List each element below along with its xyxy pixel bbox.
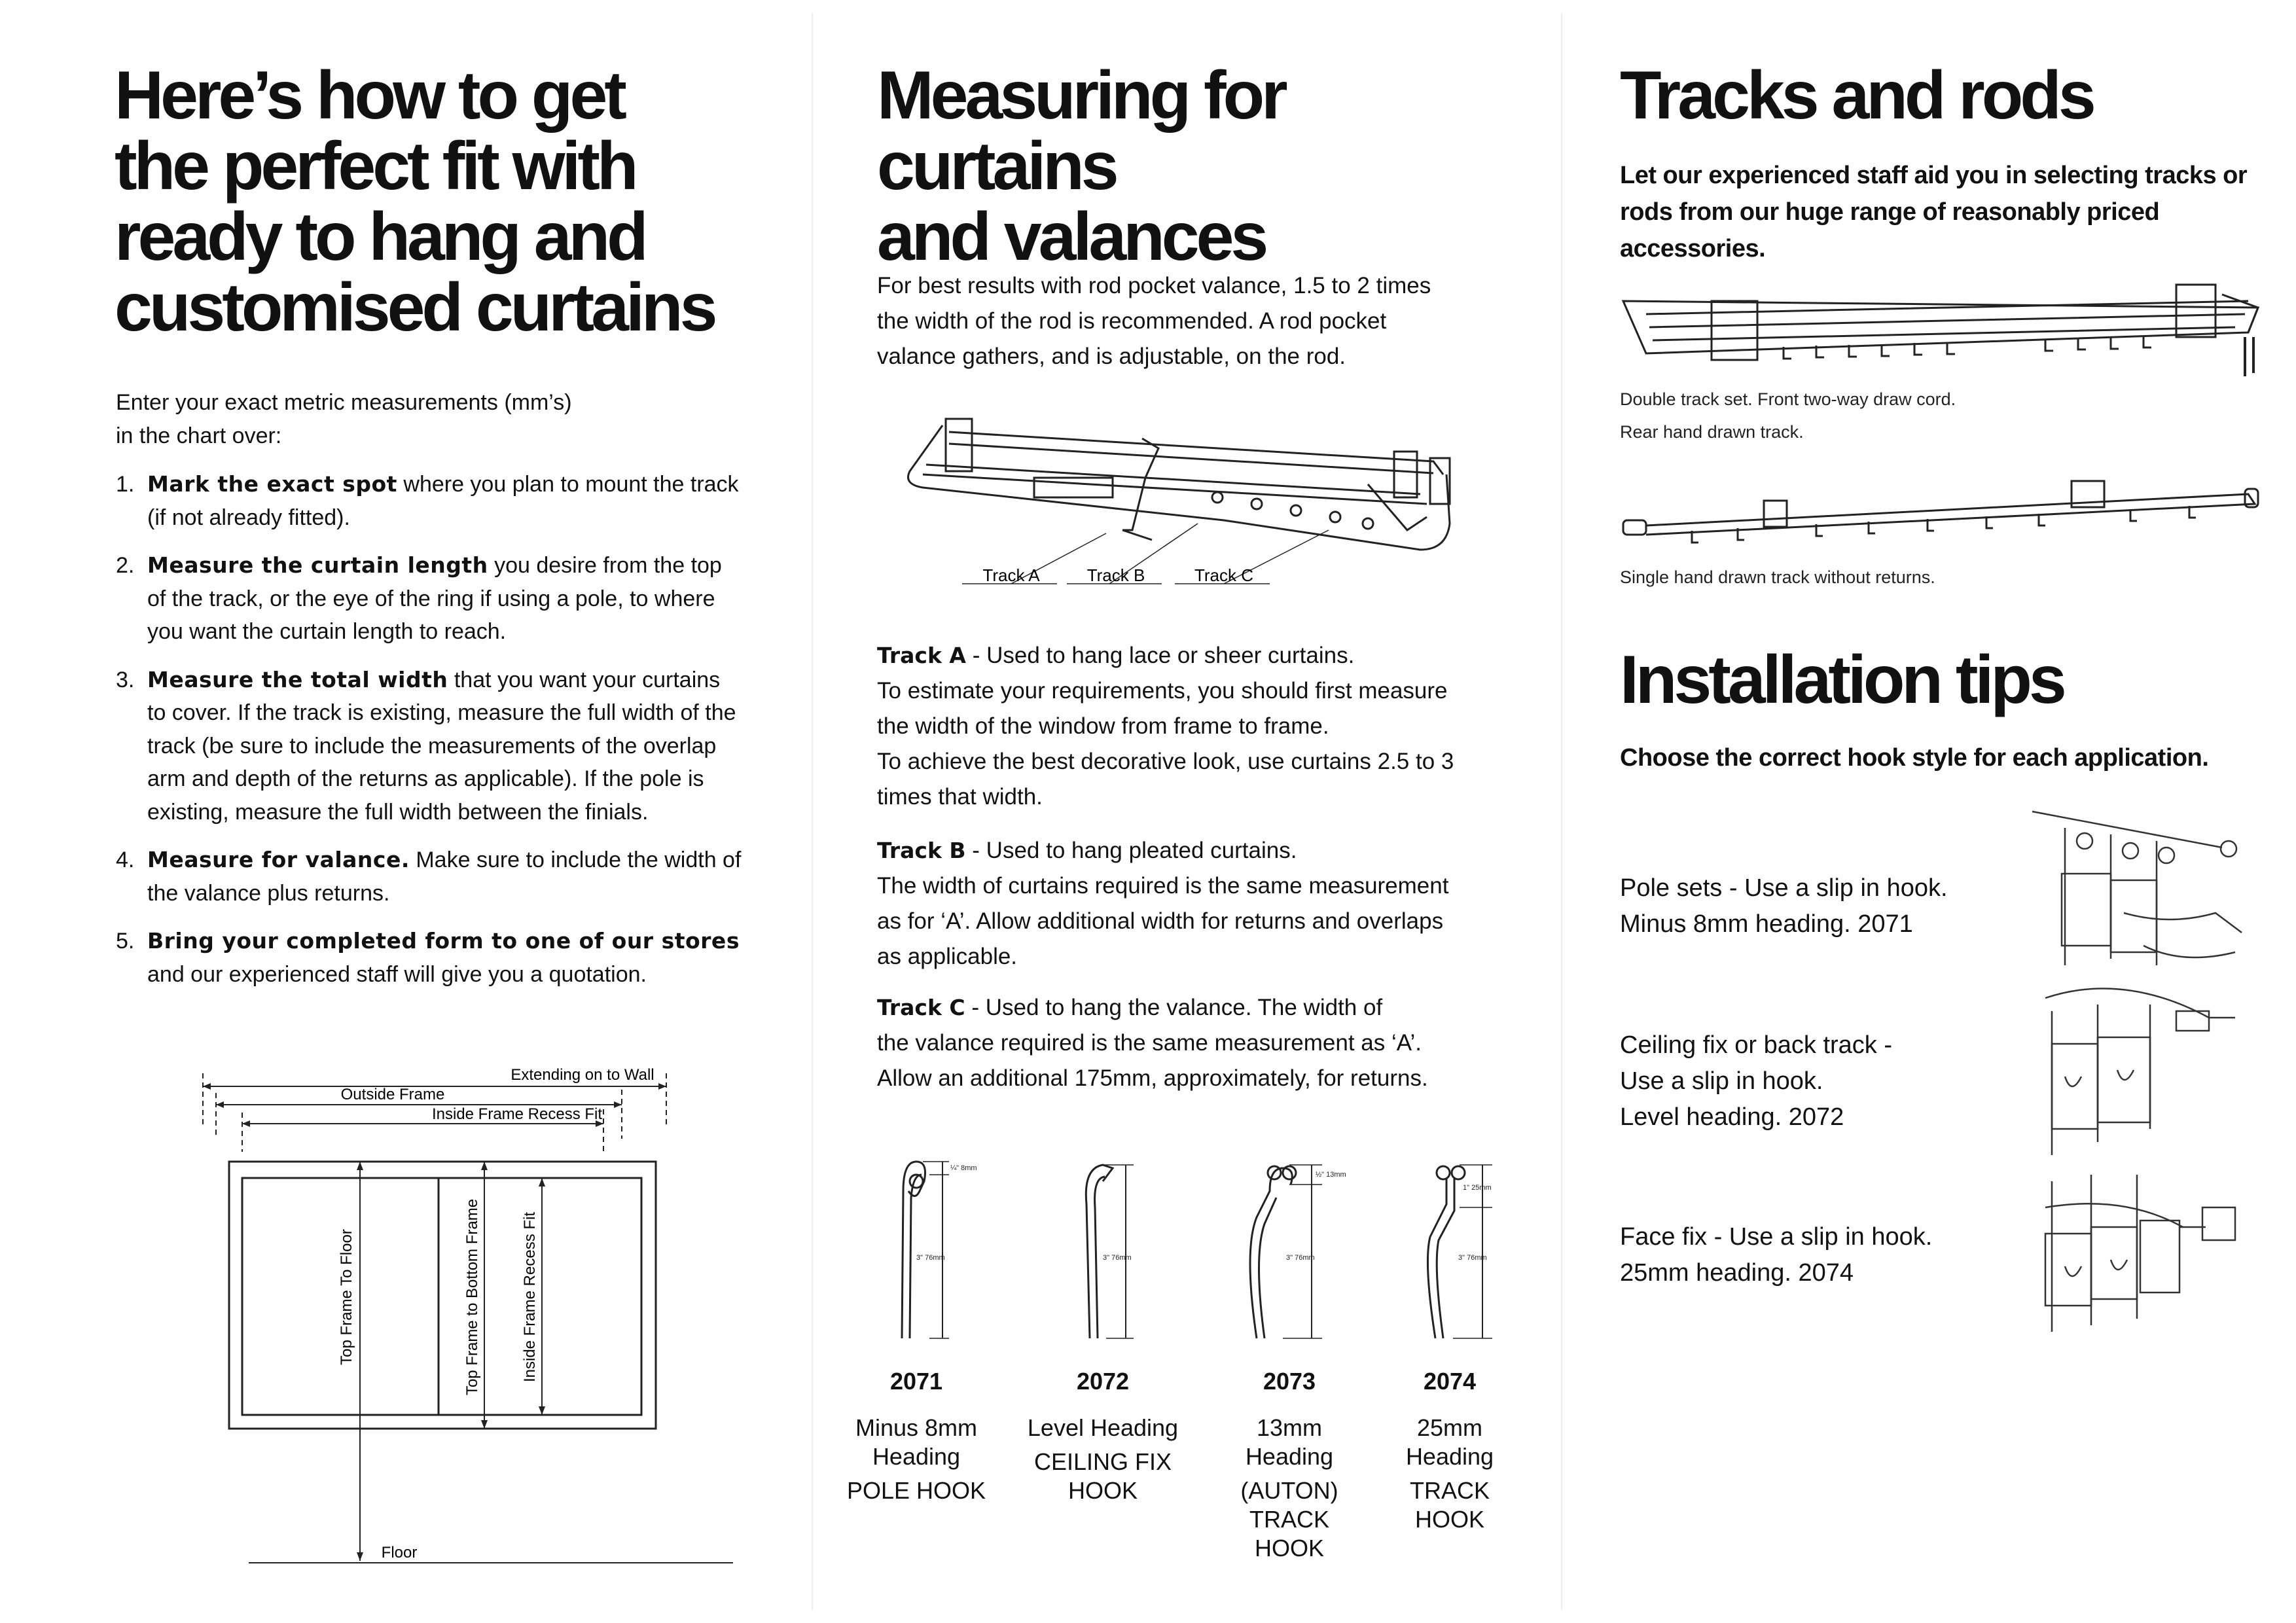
tip-line: Face fix - Use a slip in hook.: [1620, 1223, 1933, 1251]
hook-label-line: 13mm: [1256, 1414, 1323, 1441]
label-track-c: Track C: [1194, 565, 1254, 585]
tip-line: Level heading. 2072: [1620, 1103, 1844, 1131]
hook-label-line: Heading: [1405, 1443, 1494, 1470]
tip-face-fix: [1620, 1219, 1932, 1291]
hook-number-2071: 2071: [889, 1368, 943, 1395]
face-fix-sketch: [2045, 1175, 2235, 1332]
label-extending-wall: Extending on to Wall: [511, 1066, 655, 1084]
steps-list: [116, 468, 744, 1006]
hook-label-line: HOOK: [1067, 1477, 1138, 1504]
label-inside-recess: Inside Frame Recess Fit: [521, 1211, 539, 1383]
step-item: [116, 664, 744, 829]
step-number: 5.: [116, 929, 135, 954]
hook-label-line: TRACK: [1249, 1506, 1329, 1533]
dim-2071-top: ¼" 8mm: [950, 1164, 977, 1172]
label-top-to-bottom: Top Frame to Bottom Frame: [463, 1198, 481, 1396]
label-floor: Floor: [381, 1544, 418, 1561]
step-text: you desire from the top of the track, or the eye of the ring if using a pole, to where you want the curtain length to reach.: [147, 553, 722, 644]
track-c-description: [877, 990, 1532, 1096]
hook-label-line: HOOK: [1254, 1535, 1324, 1561]
section-title: [877, 58, 1532, 275]
dim-2071: 3" 76mm: [916, 1254, 945, 1262]
step-number: 3.: [116, 667, 135, 692]
hook-label-2071: [828, 1414, 1005, 1505]
ceiling-fix-sketch: [2045, 988, 2235, 1155]
hook-label-2074: [1361, 1414, 1538, 1534]
step-number: 1.: [116, 472, 135, 497]
step-number: 2.: [116, 553, 135, 578]
pole-set-sketch: [2032, 812, 2242, 965]
hook-number-2072: 2072: [1076, 1368, 1130, 1395]
step-item: [116, 468, 744, 534]
track-line: - Used to hang pleated curtains.: [965, 838, 1297, 863]
step-bold: Measure the curtain length: [147, 552, 488, 578]
step-text: and our experienced staff will give you a quotation.: [147, 961, 647, 987]
installation-title: Installation tips: [1620, 642, 2064, 718]
single-track-caption: Single hand drawn track without returns.: [1620, 567, 1935, 587]
intro-line: For best results with rod pocket valance, 1.5 to 2 times: [877, 273, 1431, 298]
window-outer-frame: [229, 1162, 656, 1429]
column-measuring: [846, 0, 1532, 1623]
dim-2073: 3" 76mm: [1286, 1254, 1315, 1262]
hook-2073-drawing: [1250, 1165, 1322, 1338]
step-item: [116, 925, 744, 991]
tip-line: Pole sets - Use a slip in hook.: [1620, 874, 1948, 902]
hook-label-line: HOOK: [1414, 1506, 1484, 1533]
step-bold: Bring your completed form to one of our stores: [147, 928, 740, 954]
hook-label-line: CEILING FIX: [1033, 1448, 1172, 1475]
step-bold: Measure for valance.: [147, 847, 410, 872]
track-line: Allow an additional 175mm, approximately, for returns.: [877, 1065, 1428, 1091]
track-b-title: Track B: [877, 838, 966, 863]
intro-line: in the chart over:: [116, 423, 282, 448]
step-item: [116, 549, 744, 649]
intro-line: rods from our huge range of reasonably priced: [1620, 198, 2160, 226]
title-line: Measuring for curtains: [877, 58, 1285, 204]
label-track-a: Track A: [982, 565, 1040, 585]
step-bold: Measure the total width: [147, 666, 448, 692]
hook-2071-drawing: [902, 1162, 949, 1338]
dim-2074-top: 1" 25mm: [1463, 1184, 1492, 1192]
label-inside-frame: Inside Frame Recess Fit: [431, 1105, 603, 1123]
section-title: Tracks and rods: [1620, 58, 2093, 134]
tip-pole-sets: [1620, 870, 1948, 942]
hook-label-line: Level Heading: [1027, 1414, 1179, 1441]
track-set-illustration: [884, 412, 1473, 596]
track-line: - Used to hang lace or sheer curtains.: [965, 643, 1355, 668]
title-line: Here’s how to get: [115, 58, 624, 134]
title-line: and valances: [877, 199, 1266, 275]
column-fitting-guide: [111, 0, 766, 1623]
hook-label-line: Heading: [1245, 1443, 1334, 1470]
tip-line: Use a slip in hook.: [1620, 1067, 1823, 1095]
tip-line: Minus 8mm heading. 2071: [1620, 910, 1913, 938]
hook-label-2073: [1201, 1414, 1378, 1563]
label-top-to-floor: Top Frame To Floor: [338, 1229, 355, 1365]
hook-2072-drawing: [1086, 1165, 1134, 1338]
hook-label-line: Minus 8mm: [855, 1414, 978, 1441]
hook-label-2072: [1014, 1414, 1191, 1505]
track-a-title: Track A: [877, 643, 966, 668]
fold-line: [1561, 13, 1562, 1610]
step-bold: Mark the exact spot: [147, 471, 397, 497]
track-line: times that width.: [877, 784, 1043, 810]
intro-text: [116, 386, 572, 453]
intro-line: the width of the rod is recommended. A rod pocket: [877, 308, 1387, 334]
track-line: as applicable.: [877, 944, 1018, 969]
tracks-intro: [1620, 157, 2274, 267]
installation-sketches: [2026, 802, 2274, 1364]
tip-line: Ceiling fix or back track -: [1620, 1031, 1893, 1059]
track-line: The width of curtains required is the same measurement: [877, 873, 1449, 899]
double-track-caption: [1620, 383, 1956, 448]
dim-2072: 3" 76mm: [1103, 1254, 1132, 1262]
hook-number-2074: 2074: [1423, 1368, 1477, 1395]
rod-pocket-intro: [877, 268, 1431, 374]
track-a-description: [877, 638, 1532, 815]
intro-line: Enter your exact metric measurements (mm’s): [116, 390, 572, 415]
page-title: [115, 58, 715, 346]
single-track-illustration: [1620, 474, 2274, 546]
track-line: as for ‘A’. Allow additional width for returns and overlaps: [877, 908, 1444, 934]
title-line: the perfect fit with: [115, 128, 636, 204]
caption-line: Double track set. Front two-way draw cord.: [1620, 389, 1956, 409]
step-number: 4.: [116, 847, 135, 872]
double-track-illustration: [1620, 275, 2274, 380]
track-line: - Used to hang the valance. The width of: [965, 995, 1383, 1020]
track-line: To achieve the best decorative look, use curtains 2.5 to 3: [877, 749, 1454, 774]
label-track-b: Track B: [1086, 565, 1145, 585]
hook-label-line: (AUTON): [1240, 1477, 1338, 1504]
track-line: the width of the window from frame to frame.: [877, 713, 1329, 739]
hook-label-line: Heading: [872, 1443, 961, 1470]
label-outside-frame: Outside Frame: [340, 1086, 445, 1103]
track-b-description: [877, 833, 1532, 974]
hook-drawings: [877, 1152, 1532, 1361]
step-text: where you plan to mount the track (if not already fitted).: [147, 472, 739, 530]
step-text: Make sure to include the width of the valance plus returns.: [147, 847, 742, 906]
window-measurement-diagram: [196, 1060, 785, 1571]
intro-line: valance gathers, and is adjustable, on the rod.: [877, 344, 1346, 369]
hook-label-line: 25mm: [1416, 1414, 1483, 1441]
step-item: [116, 844, 744, 910]
step-text: that you want your curtains to cover. If the track is existing, measure the full width of the track (be sure to include the measurements of the overlap arm and depth of the returns as applicable). If the pole is existing, measure the full width between the finials.: [147, 667, 736, 825]
dim-2074: 3" 76mm: [1458, 1254, 1487, 1262]
hook-label-line: POLE HOOK: [846, 1477, 986, 1504]
tip-line: 25mm heading. 2074: [1620, 1259, 1854, 1287]
fold-line: [812, 13, 813, 1610]
track-line: the valance required is the same measurement as ‘A’.: [877, 1030, 1422, 1056]
caption-line: Rear hand drawn track.: [1620, 422, 1804, 442]
title-line: ready to hang and: [115, 199, 645, 275]
column-tracks: [1620, 0, 2274, 1623]
track-c-title: Track C: [877, 995, 965, 1020]
tip-ceiling-fix: [1620, 1027, 1892, 1135]
intro-line: accessories.: [1620, 235, 1766, 262]
intro-line: Let our experienced staff aid you in selecting tracks or: [1620, 162, 2248, 189]
dim-2073-top: ½" 13mm: [1316, 1171, 1346, 1179]
hook-label-line: TRACK: [1409, 1477, 1490, 1504]
installation-lead: Choose the correct hook style for each application.: [1620, 744, 2209, 772]
title-line: customised curtains: [115, 270, 715, 346]
track-line: To estimate your requirements, you should first measure: [877, 678, 1448, 704]
hook-number-2073: 2073: [1263, 1368, 1316, 1395]
